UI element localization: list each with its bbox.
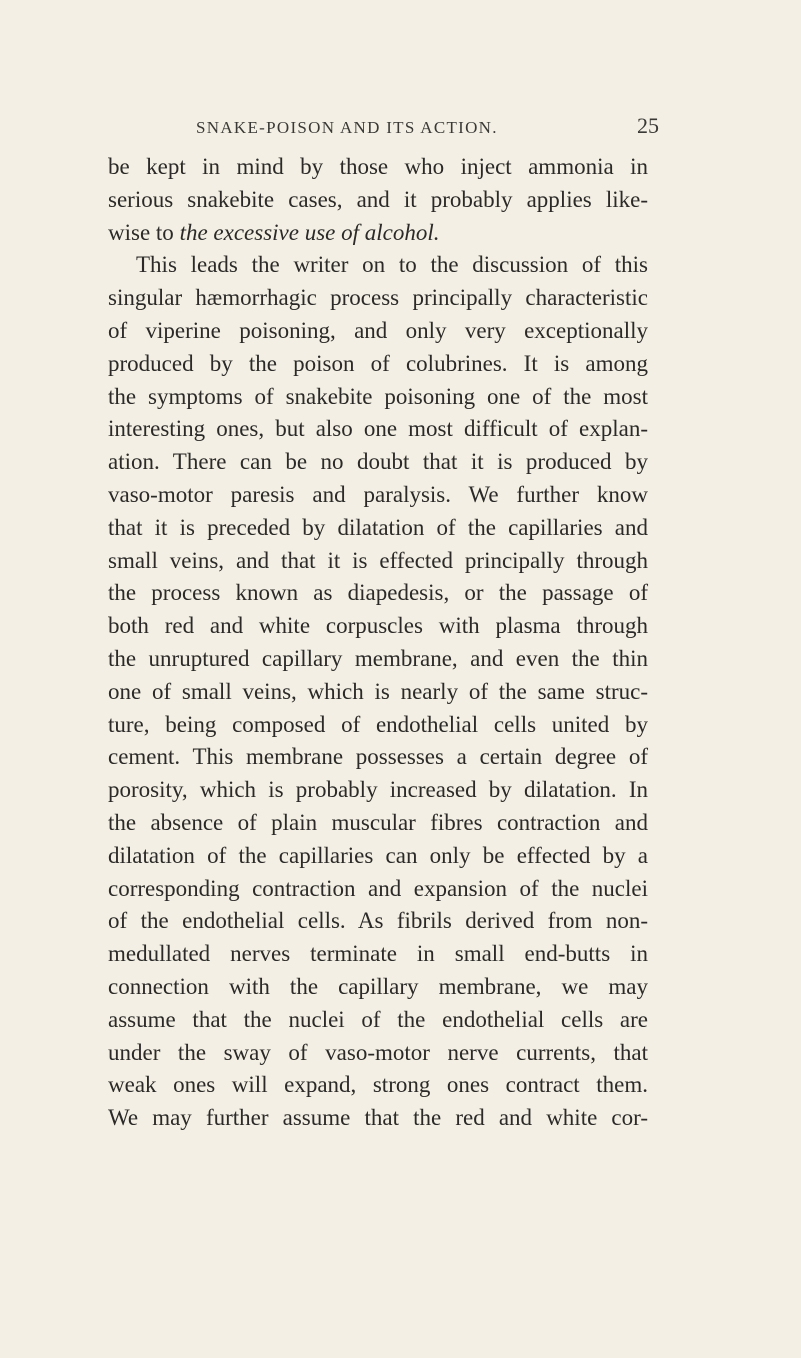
text-line: dilatation of the capillaries can only be effected by a bbox=[108, 842, 648, 868]
text-line: small veins, and that it is effected principally through bbox=[108, 547, 648, 573]
text-line: connection with the capillary membrane, we may bbox=[108, 973, 648, 999]
text-line-prefix: wise to bbox=[108, 219, 180, 245]
running-head: SNAKE-POISON AND ITS ACTION. bbox=[196, 118, 498, 137]
text-line: the unruptured capillary membrane, and even the thin bbox=[108, 645, 648, 671]
text-line: porosity, which is probably increased by dilatation. In bbox=[108, 777, 648, 803]
text-line: corresponding contraction and expansion of the nuclei bbox=[108, 875, 648, 901]
text-line: interesting ones, but also one most difficult of explan- bbox=[108, 416, 648, 442]
text-line: one of small veins, which is nearly of the same struc- bbox=[108, 678, 648, 704]
text-line: of the endothelial cells. As fibrils derived from non- bbox=[108, 908, 648, 934]
text-line bbox=[108, 217, 648, 250]
text-line: produced by the poison of colubrines. It is among bbox=[108, 350, 648, 376]
text-line: be kept in mind by those who inject ammonia in bbox=[108, 154, 648, 179]
text-line: ture, being composed of endothelial cells united by bbox=[108, 711, 648, 737]
page-number: 25 bbox=[637, 113, 659, 138]
text-line: vaso-motor paresis and paralysis. We further know bbox=[108, 481, 648, 507]
text-line: We may further assume that the red and white cor- bbox=[108, 1105, 648, 1131]
text-line: of viperine poisoning, and only very exceptionally bbox=[108, 317, 648, 343]
text-line: This leads the writer on to the discussion of this bbox=[136, 252, 648, 278]
text-line: serious snakebite cases, and it probably applies like- bbox=[108, 186, 648, 212]
text-line: cement. This membrane possesses a certain degree of bbox=[108, 744, 648, 770]
text-line: the absence of plain muscular fibres contraction and bbox=[108, 809, 648, 835]
italic-phrase: the excessive use of alcohol. bbox=[179, 219, 440, 245]
text-line: the symptoms of snakebite poisoning one of the most bbox=[108, 383, 648, 409]
text-line: the process known as diapedesis, or the passage of bbox=[108, 580, 648, 606]
body-text bbox=[108, 151, 648, 1135]
text-line: medullated nerves terminate in small end-butts in bbox=[108, 941, 648, 967]
text-line: under the sway of vaso-motor nerve currents, that bbox=[108, 1039, 648, 1065]
text-line: both red and white corpuscles with plasma through bbox=[108, 613, 648, 639]
text-line: that it is preceded by dilatation of the capillaries and bbox=[108, 514, 648, 540]
text-line: singular hæmorrhagic process principally characteristic bbox=[108, 285, 648, 311]
text-line: assume that the nuclei of the endothelial cells are bbox=[108, 1006, 648, 1032]
text-line: ation. There can be no doubt that it is produced by bbox=[108, 449, 648, 475]
text-line: weak ones will expand, strong ones contract them. bbox=[108, 1072, 648, 1098]
